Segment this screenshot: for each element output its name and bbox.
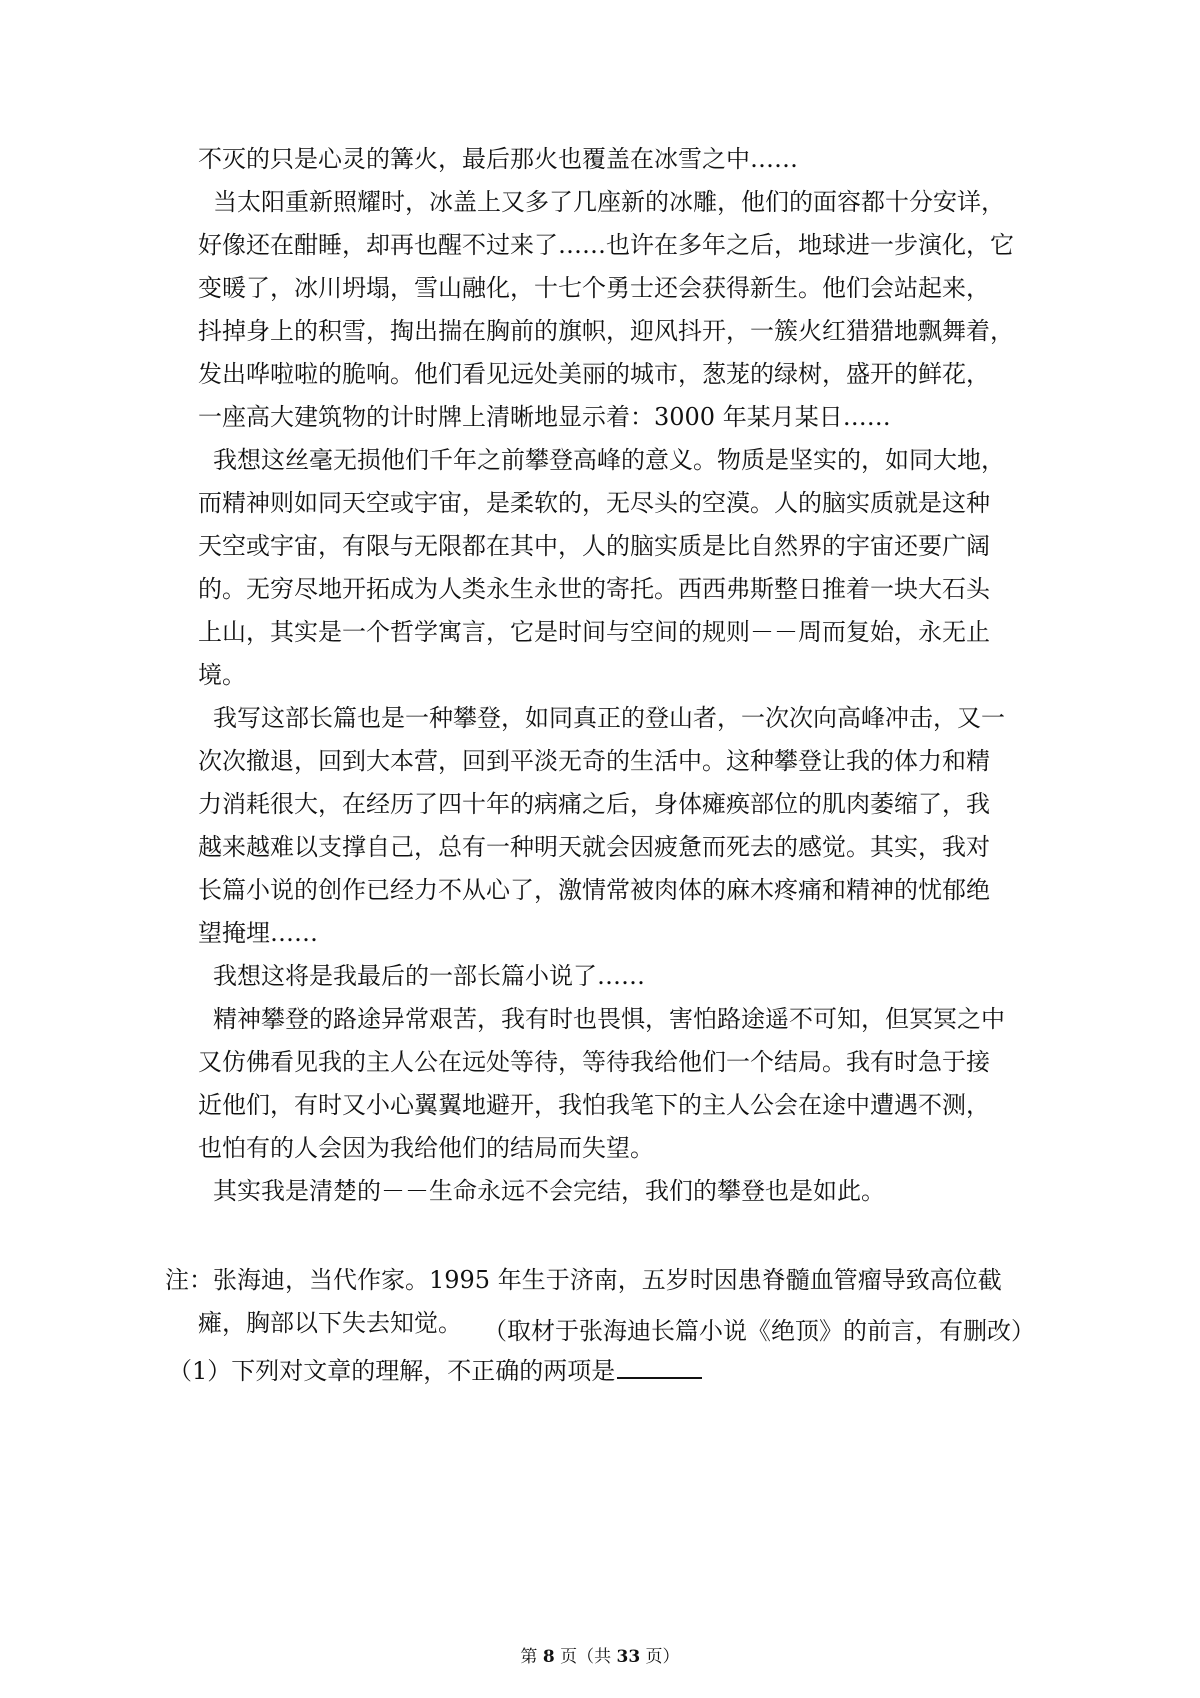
text-line: 好像还在酣睡，却再也醒不过来了……也许在多年之后，地球进一步演化，它 [198,231,1014,259]
text-line: 越来越难以支撑自己，总有一种明天就会因疲惫而死去的感觉。其实，我对 [198,833,990,861]
text-line: 而精神则如同天空或宇宙，是柔软的，无尽头的空漠。人的脑实质就是这种 [198,489,990,517]
footer-middle: 页（共 [554,1647,617,1667]
paragraph-start-line: 我想这将是我最后的一部长篇小说了…… [213,962,645,990]
text-line: 又仿佛看见我的主人公在远处等待，等待我给他们一个结局。我有时急于接 [198,1048,990,1076]
paragraph-start-line: 我想这丝毫无损他们千年之前攀登高峰的意义。物质是坚实的，如同大地， [213,446,1005,474]
source-attribution: （取材于张海迪长篇小说《绝顶》的前言，有删改） [483,1317,1035,1345]
text-line: 长篇小说的创作已经力不从心了，激情常被肉体的麻木疼痛和精神的忧郁绝 [198,876,990,904]
page-number: 8 [542,1647,555,1667]
author-note-line-2: 瘫，胸部以下失去知觉。 [198,1309,462,1337]
text-line: 不灭的只是心灵的篝火，最后那火也覆盖在冰雪之中…… [198,145,798,173]
text-line: 的。无穷尽地开拓成为人类永生永世的寄托。西西弗斯整日推着一块大石头 [198,575,990,603]
text-line: 望掩埋…… [198,919,318,947]
text-line: 发出哗啦啦的脆响。他们看见远处美丽的城市，葱茏的绿树，盛开的鲜花， [198,360,990,388]
question-1 [168,1353,702,1388]
paragraph-start-line: 其实我是清楚的－－生命永远不会完结，我们的攀登也是如此。 [213,1177,885,1205]
text-line: 境。 [198,661,246,689]
answer-blank[interactable] [617,1353,702,1379]
text-line: 近他们，有时又小心翼翼地避开，我怕我笔下的主人公会在途中遭遇不测， [198,1091,990,1119]
paragraph-start-line: 当太阳重新照耀时，冰盖上又多了几座新的冰雕，他们的面容都十分安详， [213,188,1005,216]
text-line: 一座高大建筑物的计时牌上清晰地显示着：3000 年某月某日…… [198,403,891,431]
text-line: 变暖了，冰川坍塌，雪山融化，十七个勇士还会获得新生。他们会站起来， [198,274,990,302]
text-line: 力消耗很大，在经历了四十年的病痛之后，身体瘫痪部位的肌肉萎缩了，我 [198,790,990,818]
text-line: 上山，其实是一个哲学寓言，它是时间与空间的规则－－周而复始，永无止 [198,618,990,646]
paragraph-start-line: 我写这部长篇也是一种攀登，如同真正的登山者，一次次向高峰冲击，又一 [213,704,1005,732]
page-footer [0,1645,1200,1669]
author-note-line-1: 注：张海迪，当代作家。1995 年生于济南，五岁时因患脊髓血管瘤导致高位截 [165,1266,1002,1294]
footer-suffix: 页） [640,1647,680,1667]
text-line: 天空或宇宙，有限与无限都在其中，人的脑实质是比自然界的宇宙还要广阔 [198,532,990,560]
text-line: 抖掉身上的积雪，掏出揣在胸前的旗帜，迎风抖开，一簇火红猎猎地飘舞着， [198,317,1014,345]
question-text: （1）下列对文章的理解，不正确的两项是 [168,1357,616,1385]
text-line: 次次撤退，回到大本营，回到平淡无奇的生活中。这种攀登让我的体力和精 [198,747,990,775]
paragraph-start-line: 精神攀登的路途异常艰苦，我有时也畏惧，害怕路途遥不可知，但冥冥之中 [213,1005,1005,1033]
text-line: 也怕有的人会因为我给他们的结局而失望。 [198,1134,654,1162]
footer-prefix: 第 [520,1647,543,1667]
total-pages: 33 [616,1647,641,1667]
